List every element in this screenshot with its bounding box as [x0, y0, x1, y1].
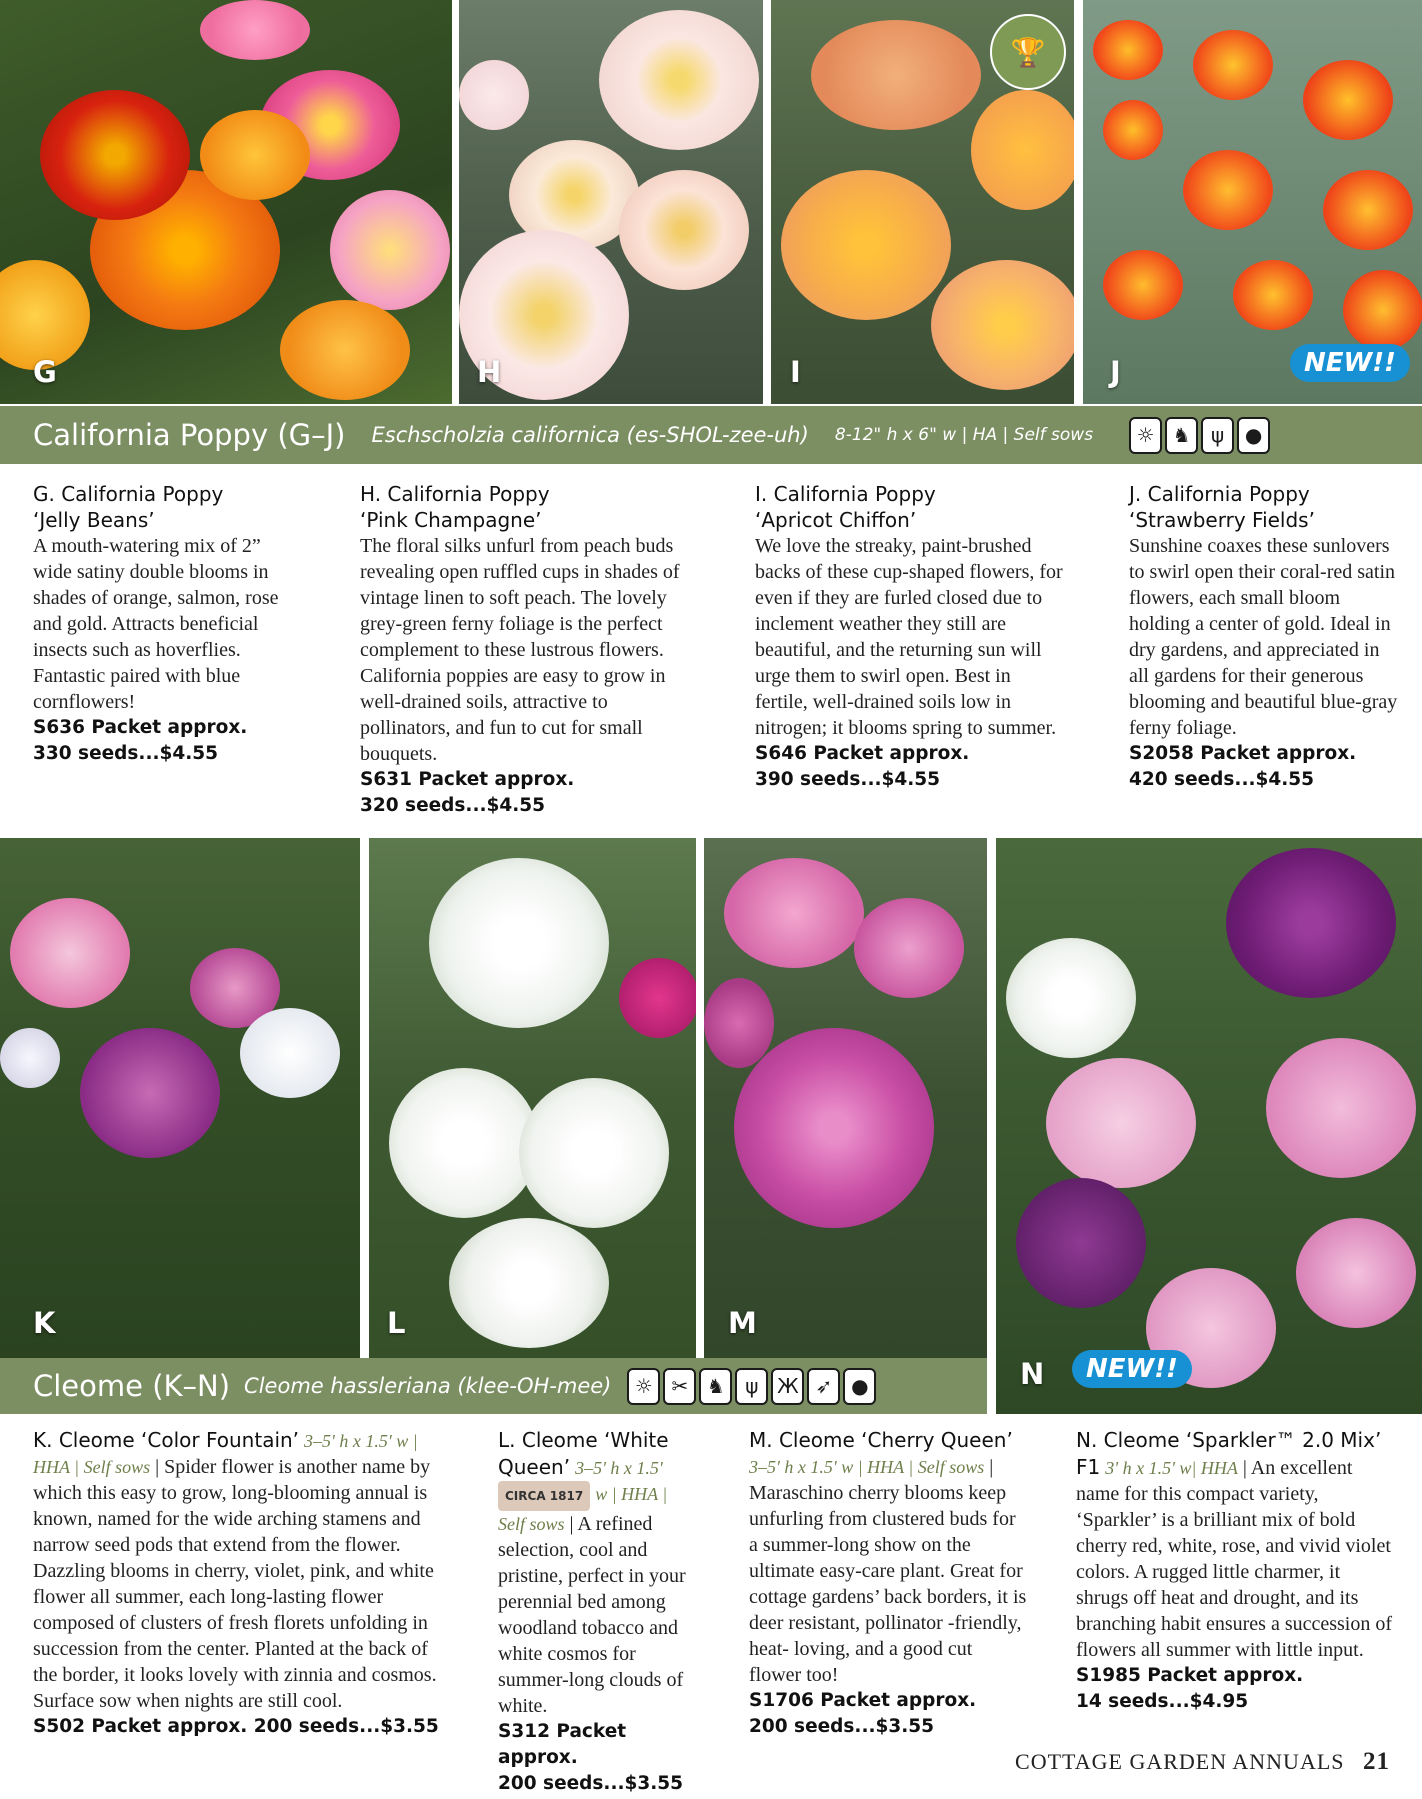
trophy-icon: 🏆 [1010, 35, 1046, 69]
order-price: 320 seeds...$4.55 [360, 795, 546, 816]
hummingbird-icon: ➶ [807, 1368, 840, 1405]
deer-resistant-icon: ♞ [699, 1368, 732, 1405]
product-description: The floral silks unfurl from peach buds revealing open ruffled cups in shades of vintage linen to soft peach. The lovely grey-green ferny foliage is the perfect complement to these lustrous flowers. California poppies are easy to grow in well-drained soils, attractive to pollinators, and fun to cut for small bouquets. [360, 535, 680, 765]
photo-n-sparkler [996, 838, 1422, 1414]
section-title: California Poppy (G–J) [33, 418, 346, 452]
product-entry-l [498, 1427, 698, 1797]
product-description: Sunshine coaxes these sunlovers to swirl open their coral-red satin flowers, each small bloom holding a center of gold. Ideal in dry gardens, and appreciated in all gardens for their generous blooming and beautiful blue-gray ferny foliage. [1129, 535, 1398, 739]
product-entry-g [33, 481, 293, 767]
new-badge: NEW!! [1072, 1350, 1192, 1388]
bee-icon: ● [1237, 417, 1270, 454]
product-title: L. Cleome ‘White Queen’ [498, 1428, 669, 1479]
section-title: Cleome (K–N) [33, 1369, 231, 1403]
product-description: | An excellent name for this compact variety, ‘Sparkler’ is a brilliant mix of bold cherry red, white, rose, and vivid violet colors. A rugged little charmer, it shrugs off heat and drought, and its branching habit ensures a succession of flowers all summer with little input. [1076, 1457, 1393, 1661]
photo-j-strawberry-fields [1083, 0, 1422, 404]
order-info: S502 Packet approx. [33, 1716, 248, 1737]
product-variety: ‘Jelly Beans’ [33, 508, 155, 532]
product-title: H. California Poppy [360, 482, 550, 506]
product-description: | A refined selection, cool and pristine, perfect in your perennial bed among woodland tobacco and white cosmos for summer-long clouds of white. [498, 1513, 686, 1717]
rhs-award-seal [990, 14, 1066, 90]
order-price: 390 seeds...$4.55 [755, 769, 941, 790]
photo-letter: L [387, 1306, 406, 1340]
order-price: 420 seeds...$4.55 [1129, 769, 1315, 790]
photo-letter: H [477, 355, 502, 389]
photo-letter: K [33, 1306, 56, 1340]
product-title: I. California Poppy [755, 482, 936, 506]
butterfly-icon: Ж [771, 1368, 804, 1405]
product-variety: ‘Apricot Chiffon’ [755, 508, 917, 532]
new-badge: NEW!! [1290, 344, 1410, 382]
order-price: 14 seeds...$4.95 [1076, 1691, 1249, 1712]
circa-badge: CIRCA 1817 [498, 1481, 590, 1511]
order-info: S631 Packet approx. [360, 769, 575, 790]
plant-size-meta: 8-12" h x 6" w | HA | Self sows [834, 425, 1094, 445]
product-description: We love the streaky, paint-brushed backs of these cup-shaped flowers, for even if they are furled closed due to inclement weather they still are beautiful, and the returning sun will urge them to swirl open. Best in fertile, well-drained soils low in nitrogen; it blooms spring to summer. [755, 535, 1063, 739]
product-variety: ‘Pink Champagne’ [360, 508, 542, 532]
botanical-name: Cleome hassleriana (klee-OH-mee) [244, 1374, 612, 1398]
photo-letter: J [1110, 355, 1121, 389]
order-info: S2058 Packet approx. [1129, 743, 1357, 764]
photo-h-pink-champagne [459, 0, 763, 404]
section-header-cleome [0, 1358, 987, 1414]
order-info: S1985 Packet approx. [1076, 1665, 1304, 1686]
product-description: | Spider flower is another name by which this easy to grow, long-blooming annual is known, named for the wide arching stamens and narrow seed pods that extend from the flower. Dazzling blooms in cherry, violet, pink, and white flower all summer, each long-lasting flower composed of clusters of fresh florets unfolding in succession from the center. Planted at the back of the border, it looks lovely with zinnia and cosmos. Surface sow when nights are still cool. [33, 1456, 437, 1712]
plant-size-meta: 3' h x 1.5' w| HHA [1105, 1458, 1238, 1478]
growing-icons [627, 1368, 876, 1405]
product-description: A mouth-watering mix of 2” wide satiny double blooms in shades of orange, salmon, rose and gold. Attracts beneficial insects such as hoverflies. Fantastic paired with blue cornflowers! [33, 535, 279, 713]
product-entry-n [1076, 1427, 1396, 1715]
product-entry-j [1129, 481, 1401, 793]
plant-size-meta-2: w | HHA | Self sows [498, 1484, 668, 1534]
sun-icon: ☼ [627, 1368, 660, 1405]
sun-icon: ☼ [1129, 417, 1162, 454]
section-header-california-poppy [0, 406, 1422, 464]
product-title: K. Cleome ‘Color Fountain’ [33, 1428, 300, 1452]
order-price: 200 seeds...$3.55 [749, 1716, 935, 1737]
order-price: 200 seeds...$3.55 [498, 1773, 684, 1794]
product-title: J. California Poppy [1129, 482, 1310, 506]
product-entry-h [360, 481, 692, 819]
photo-l-white-queen [369, 838, 696, 1358]
plant-size-meta: 3–5' h x 1.5' w | HHA | Self sows [33, 1431, 418, 1477]
photo-i-apricot-chiffon [771, 0, 1074, 404]
order-info: S312 Packet approx. [498, 1721, 627, 1768]
photo-letter: I [790, 355, 801, 389]
order-price: 200 seeds...$3.55 [253, 1716, 439, 1737]
product-title: M. Cleome ‘Cherry Queen’ [749, 1428, 1013, 1452]
product-title: N. Cleome ‘Sparkler™ 2.0 Mix’ F1 [1076, 1428, 1382, 1479]
page-footer [1015, 1748, 1390, 1776]
deer-resistant-icon: ♞ [1165, 417, 1198, 454]
catalog-section-name: COTTAGE GARDEN ANNUALS [1015, 1749, 1345, 1774]
drought-tolerant-icon: ψ [1201, 417, 1234, 454]
product-entry-k [33, 1427, 453, 1740]
order-price: 330 seeds...$4.55 [33, 743, 219, 764]
order-info: S646 Packet approx. [755, 743, 970, 764]
botanical-name: Eschscholzia californica (es-SHOL-zee-uh) [371, 423, 809, 447]
order-info: S636 Packet approx. [33, 717, 248, 738]
photo-m-cherry-queen [704, 838, 987, 1358]
plant-size-meta: 3–5' h x 1.5' [575, 1458, 663, 1478]
photo-k-color-fountain [0, 838, 360, 1358]
order-info: S1706 Packet approx. [749, 1690, 977, 1711]
product-description: | Maraschino cherry blooms keep unfurling from clustered buds for a summer-long show on the ultimate easy-care plant. Great for cottage gardens’ back borders, it is deer resistant, pollinator -friendly, heat- loving, and a good cut flower too! [749, 1456, 1027, 1686]
page-number: 21 [1363, 1748, 1390, 1775]
photo-letter: M [728, 1306, 757, 1340]
growing-icons [1129, 417, 1270, 454]
photo-letter: G [33, 355, 57, 389]
bee-icon: ● [843, 1368, 876, 1405]
cut-flower-icon: ✂ [663, 1368, 696, 1405]
product-variety: ‘Strawberry Fields’ [1129, 508, 1315, 532]
photo-letter: N [1020, 1357, 1045, 1391]
product-entry-i [755, 481, 1067, 793]
plant-size-meta: 3–5' h x 1.5' w | HHA | Self sows [749, 1457, 985, 1477]
product-entry-m [749, 1427, 1029, 1740]
product-title: G. California Poppy [33, 482, 224, 506]
drought-tolerant-icon: ψ [735, 1368, 768, 1405]
photo-g-jelly-beans [0, 0, 452, 404]
